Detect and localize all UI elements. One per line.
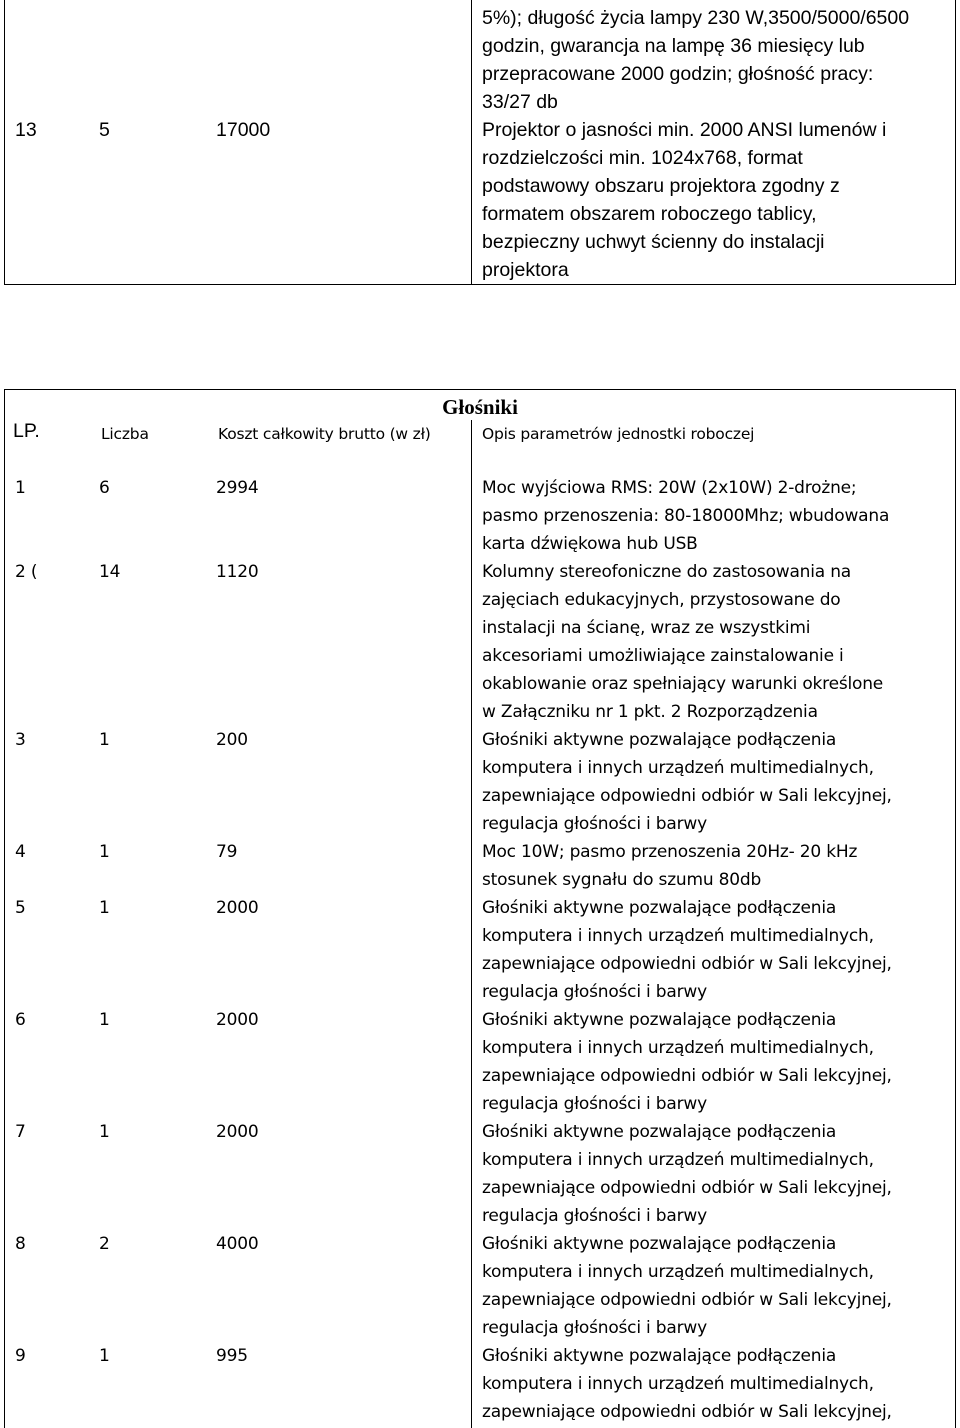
description-line: okablowanie oraz spełniający warunki określone	[482, 674, 884, 694]
row-liczba: 1	[99, 1346, 110, 1366]
row-lp: 2 (	[15, 562, 38, 582]
description-line: komputera i innych urządzeń multimedialnych,	[482, 758, 874, 778]
row-lp: 8	[15, 1234, 26, 1254]
description-line: stosunek sygnału do szumu 80db	[482, 870, 762, 890]
row-liczba: 1	[99, 1122, 110, 1142]
description-line: Projektor o jasności min. 2000 ANSI lumenów i	[482, 119, 887, 141]
row-lp: 4	[15, 842, 26, 862]
projector-table	[4, 0, 956, 285]
description-line: Głośniki aktywne pozwalające podłączenia	[482, 898, 837, 918]
description-line: zapewniające odpowiedni odbiór w Sali lekcyjnej,	[482, 954, 892, 974]
description-line: Głośniki aktywne pozwalające podłączenia	[482, 1122, 837, 1142]
row-description	[482, 838, 857, 894]
description-line: regulacja głośności i barwy	[482, 814, 707, 834]
row-liczba: 1	[99, 730, 110, 750]
row-koszt: 79	[216, 842, 238, 862]
row-koszt: 1120	[216, 562, 259, 582]
description-line: Głośniki aktywne pozwalające podłączenia	[482, 730, 837, 750]
row-liczba: 2	[99, 1234, 110, 1254]
row-lp: 6	[15, 1010, 26, 1030]
row-koszt: 4000	[216, 1234, 259, 1254]
row-description	[482, 1118, 892, 1230]
description-line: zapewniające odpowiedni odbiór w Sali lekcyjnej,	[482, 1066, 892, 1086]
description-line: Głośniki aktywne pozwalające podłączenia	[482, 1346, 837, 1366]
description-line: komputera i innych urządzeń multimedialnych,	[482, 1374, 874, 1394]
description-line: komputera i innych urządzeń multimedialnych,	[482, 1262, 874, 1282]
header-lp: LP.	[13, 420, 40, 442]
description-line: akcesoriami umożliwiające zainstalowanie i	[482, 646, 844, 666]
row-lp: 9	[15, 1346, 26, 1366]
description-line: Kolumny stereofoniczne do zastosowania na	[482, 562, 851, 582]
header-liczba: Liczba	[101, 425, 149, 443]
description-line: Głośniki aktywne pozwalające podłączenia	[482, 1234, 837, 1254]
header-koszt: Koszt całkowity brutto (w zł)	[218, 425, 431, 443]
row-koszt: 2000	[216, 1010, 259, 1030]
description-line: regulacja głośności i barwy	[482, 1206, 707, 1226]
description-line: zapewniające odpowiedni odbiór w Sali lekcyjnej,	[482, 786, 892, 806]
row-koszt: 995	[216, 1346, 248, 1366]
row-description	[482, 1006, 892, 1118]
column-divider	[471, 0, 472, 284]
description-line: godzin, gwarancja na lampę 36 miesięcy lub	[482, 35, 865, 57]
row-description	[482, 1230, 892, 1342]
row-description	[482, 474, 889, 558]
description-line: komputera i innych urządzeń multimedialnych,	[482, 926, 874, 946]
description-line: w Załączniku nr 1 pkt. 2 Rozporządzenia	[482, 702, 818, 722]
description-line: 33/27 db	[482, 91, 558, 113]
description-line: przepracowane 2000 godzin; głośność pracy:	[482, 63, 874, 85]
description-line: regulacja głośności i barwy	[482, 1094, 707, 1114]
description-line: zajęciach edukacyjnych, przystosowane do	[482, 590, 841, 610]
row-description	[482, 1342, 892, 1426]
row-lp: 7	[15, 1122, 26, 1142]
description-line: podstawowy obszaru projektora zgodny z	[482, 175, 840, 197]
row-description	[482, 894, 892, 1006]
description-line: karta dźwiękowa hub USB	[482, 534, 698, 554]
description-line: bezpieczny uchwyt ścienny do instalacji	[482, 231, 825, 253]
row-lp: 5	[15, 898, 26, 918]
row-liczba: 1	[99, 898, 110, 918]
description-line: Moc 10W; pasmo przenoszenia 20Hz- 20 kHz	[482, 842, 858, 862]
row-koszt: 2000	[216, 898, 259, 918]
description-line: komputera i innych urządzeń multimedialnych,	[482, 1038, 874, 1058]
description-line: formatem obszarem roboczego tablicy,	[482, 203, 817, 225]
row-lp: 13	[15, 119, 37, 141]
description-line: zapewniające odpowiedni odbiór w Sali lekcyjnej,	[482, 1402, 892, 1422]
row-liczba: 1	[99, 842, 110, 862]
description-line: projektora	[482, 259, 569, 281]
table-header	[5, 420, 955, 450]
continuation-description	[482, 4, 909, 116]
description-line: komputera i innych urządzeń multimedialnych,	[482, 1150, 874, 1170]
row-liczba: 1	[99, 1010, 110, 1030]
description-line: pasmo przenoszenia: 80-18000Mhz; wbudowana	[482, 506, 890, 526]
row-liczba: 14	[99, 562, 121, 582]
row-liczba: 6	[99, 478, 110, 498]
row-lp: 1	[15, 478, 26, 498]
description-line: 5%); długość życia lampy 230 W,3500/5000/6500	[482, 7, 910, 29]
section-title: Głośniki	[442, 395, 518, 419]
description-line: Głośniki aktywne pozwalające podłączenia	[482, 1010, 837, 1030]
description-line: instalacji na ścianę, wraz ze wszystkimi	[482, 618, 811, 638]
column-divider	[471, 471, 472, 1428]
row-koszt: 17000	[216, 119, 271, 141]
row-lp: 3	[15, 730, 26, 750]
description-line: zapewniające odpowiedni odbiór w Sali lekcyjnej,	[482, 1290, 892, 1310]
description-line: zapewniające odpowiedni odbiór w Sali lekcyjnej,	[482, 1178, 892, 1198]
description-line: rozdzielczości min. 1024x768, format	[482, 147, 803, 169]
header-opis: Opis parametrów jednostki roboczej	[482, 425, 755, 443]
row-koszt: 2994	[216, 478, 259, 498]
row-description	[482, 558, 883, 726]
speakers-table	[4, 389, 956, 1428]
row-koszt: 200	[216, 730, 248, 750]
description-line: regulacja głośności i barwy	[482, 982, 707, 1002]
row-description	[482, 726, 892, 838]
row-liczba: 5	[99, 119, 110, 141]
row-description	[482, 116, 886, 284]
row-koszt: 2000	[216, 1122, 259, 1142]
description-line: regulacja głośności i barwy	[482, 1318, 707, 1338]
description-line: Moc wyjściowa RMS: 20W (2x10W) 2-drożne;	[482, 478, 857, 498]
